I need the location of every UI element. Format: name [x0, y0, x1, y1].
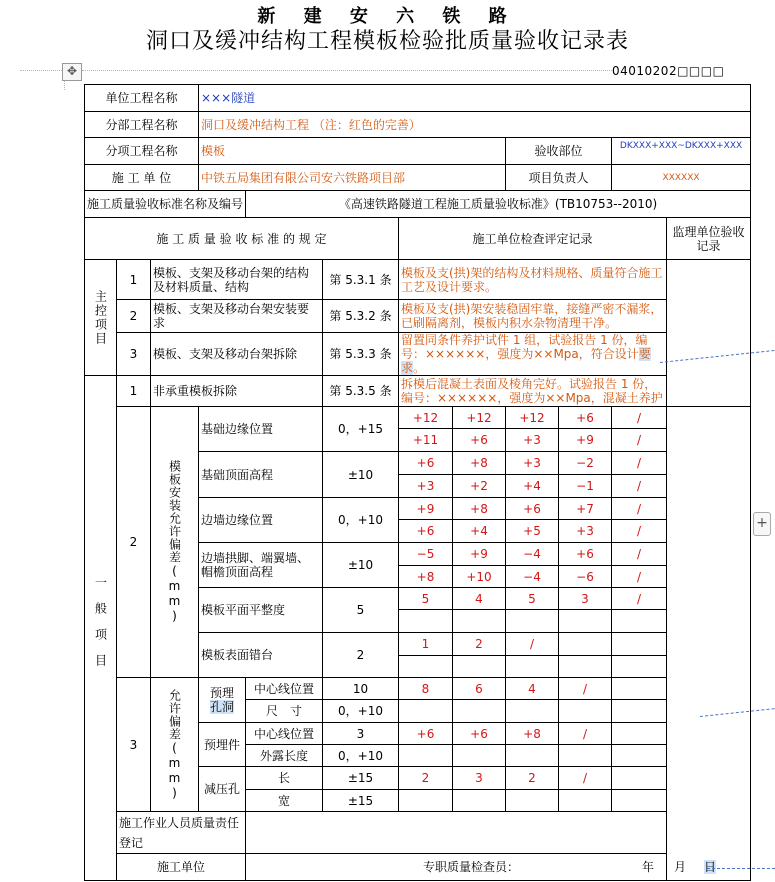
measured-value[interactable]: 6 — [453, 678, 506, 700]
info-row — [85, 191, 751, 218]
measured-value[interactable] — [559, 745, 612, 767]
measured-value[interactable]: +6 — [559, 543, 612, 566]
general-items-label: 一般项目 — [85, 376, 117, 881]
measured-value[interactable] — [506, 745, 559, 767]
inspection-record-table — [84, 84, 751, 881]
measured-value[interactable]: +8 — [506, 723, 559, 745]
measured-value[interactable] — [399, 745, 453, 767]
item-description: 模板、支架及移动台架拆除 — [151, 333, 323, 376]
item-description: 非承重模板拆除 — [151, 376, 323, 407]
tolerance-row — [85, 407, 751, 429]
measured-value[interactable]: 4 — [506, 678, 559, 700]
measured-value[interactable] — [559, 610, 612, 633]
measured-value[interactable] — [612, 656, 667, 678]
acceptance-part-value[interactable]: DKXXX+XXX~DKXXX+XXX — [612, 138, 751, 165]
item-number: 1 — [117, 260, 151, 300]
check-subitem: 外露长度 — [246, 745, 323, 767]
measured-value[interactable]: +11 — [399, 429, 453, 452]
text-selection[interactable]: 要求 — [401, 347, 651, 375]
measured-value[interactable]: / — [612, 520, 667, 543]
measured-value[interactable] — [506, 656, 559, 678]
measured-value[interactable]: / — [612, 588, 667, 610]
measured-value[interactable]: 3 — [453, 767, 506, 790]
check-item-name: 边墙边缘位置 — [199, 498, 323, 543]
tolerance-value: 5 — [323, 588, 399, 633]
sub-project-label: 分部工程名称 — [85, 112, 199, 138]
measured-value[interactable]: +12 — [399, 407, 453, 429]
check-subitem: 尺 寸 — [246, 700, 323, 723]
measured-value[interactable] — [453, 656, 506, 678]
measured-value[interactable] — [559, 633, 612, 656]
measured-value[interactable]: +6 — [559, 407, 612, 429]
measured-value[interactable] — [612, 610, 667, 633]
measured-value[interactable] — [399, 610, 453, 633]
measured-value[interactable]: +8 — [399, 566, 453, 588]
measured-value[interactable] — [399, 656, 453, 678]
item-clause: 第 5.3.5 条 — [323, 376, 399, 407]
tolerance-category: 允许偏差(mm) — [151, 678, 199, 812]
check-item-name: 基础顶面高程 — [199, 452, 323, 498]
measured-value[interactable]: +3 — [559, 520, 612, 543]
form-code: 04010202□□□□ — [612, 64, 725, 78]
measured-value[interactable]: 2 — [506, 767, 559, 790]
measured-value[interactable]: / — [559, 678, 612, 700]
tolerance-value: ±10 — [323, 543, 399, 588]
measured-value[interactable] — [453, 610, 506, 633]
year-label: 年 — [642, 860, 655, 874]
measured-value[interactable]: / — [612, 452, 667, 475]
item-clause: 第 5.3.3 条 — [323, 333, 399, 376]
check-subitem: 中心线位置 — [246, 723, 323, 745]
item-project-label: 分项工程名称 — [85, 138, 199, 165]
measured-value[interactable]: −1 — [559, 475, 612, 498]
measured-value[interactable]: 1 — [399, 633, 453, 656]
item-record[interactable]: 拆模后混凝土表面及棱角完好。试验报告 1 份，编号：××××××，强度为××Mpa，混凝土养护 — [399, 376, 667, 407]
supervision-record-cell[interactable] — [667, 407, 751, 881]
check-subitem: 长 — [246, 767, 323, 790]
measured-value[interactable] — [612, 678, 667, 700]
tolerance-value: ±10 — [323, 452, 399, 498]
main-control-label: 主控项目 — [85, 260, 117, 376]
measured-value[interactable]: +2 — [453, 475, 506, 498]
check-item-name: 模板表面错台 — [199, 633, 323, 678]
group-embedded-hole: 预理 孔洞 — [199, 678, 246, 723]
measured-value[interactable] — [612, 767, 667, 790]
measured-value[interactable]: +6 — [399, 452, 453, 475]
construction-unit-value[interactable]: 中铁五局集团有限公司安六铁路项目部 — [199, 165, 506, 191]
inspector-signature-cell[interactable] — [246, 854, 751, 881]
measured-value[interactable] — [612, 745, 667, 767]
tolerance-value: 0，+10 — [323, 700, 399, 723]
standard-label: 施工质量验收标准名称及编号 — [85, 191, 246, 218]
document-title: 洞口及缓冲结构工程模板检验批质量验收记录表 — [145, 29, 629, 54]
document-supertitle: 新 建 安 六 铁 路 — [257, 6, 518, 27]
measured-value[interactable]: +12 — [453, 407, 506, 429]
project-manager-label: 项目负责人 — [506, 165, 612, 191]
measured-value[interactable]: 8 — [399, 678, 453, 700]
measured-value[interactable]: / — [612, 498, 667, 520]
table-move-handle-icon[interactable]: ✥ — [62, 63, 82, 81]
tolerance-value: ±15 — [323, 790, 399, 812]
measured-value[interactable]: +6 — [453, 429, 506, 452]
measured-value[interactable]: / — [506, 633, 559, 656]
item-clause: 第 5.3.1 条 — [323, 260, 399, 300]
tolerance-category: 模板安装允许偏差(mm) — [151, 407, 199, 678]
check-subitem: 宽 — [246, 790, 323, 812]
item-number: 1 — [117, 376, 151, 407]
inspector-label: 专职质量检查员： — [423, 860, 520, 874]
measured-value[interactable]: 2 — [453, 633, 506, 656]
measured-value[interactable]: +4 — [506, 475, 559, 498]
measured-value[interactable]: +6 — [453, 723, 506, 745]
measured-value[interactable]: / — [559, 767, 612, 790]
comment-connector-line — [707, 868, 775, 869]
sub-project-value[interactable]: 洞口及缓冲结构工程 （注：红色的完善） — [199, 112, 751, 138]
project-manager-value[interactable]: XXXXXX — [612, 165, 751, 191]
unit-project-value[interactable]: ×××隧道 — [199, 85, 751, 112]
main-control-row — [85, 333, 751, 376]
measured-value[interactable] — [559, 790, 612, 812]
info-row — [85, 85, 751, 112]
measured-value[interactable]: 5 — [399, 588, 453, 610]
info-row — [85, 112, 751, 138]
measured-value[interactable] — [559, 656, 612, 678]
tolerance-value: 3 — [323, 723, 399, 745]
unit-project-label: 单位工程名称 — [85, 85, 199, 112]
acceptance-part-label: 验收部位 — [506, 138, 612, 165]
text-selection[interactable]: 孔洞 — [209, 700, 234, 714]
measured-value[interactable] — [612, 723, 667, 745]
tolerance-value: 0，+15 — [323, 407, 399, 452]
measured-value[interactable]: −4 — [506, 543, 559, 566]
measured-value[interactable]: 4 — [453, 588, 506, 610]
measured-value[interactable] — [506, 700, 559, 723]
main-control-row — [85, 260, 751, 300]
measured-value[interactable]: +3 — [506, 452, 559, 475]
measured-value[interactable]: +12 — [506, 407, 559, 429]
measured-value[interactable]: / — [612, 566, 667, 588]
measured-value[interactable] — [506, 790, 559, 812]
item-number: 2 — [117, 300, 151, 333]
measured-value[interactable]: +9 — [559, 429, 612, 452]
footer-row — [85, 854, 751, 881]
measured-value[interactable] — [399, 700, 453, 723]
staff-registration-value[interactable] — [246, 812, 751, 854]
construction-unit-footer-label: 施工单位 — [117, 854, 246, 881]
month-label: 月 — [674, 860, 687, 874]
tolerance-value: 2 — [323, 633, 399, 678]
check-subitem: 中心线位置 — [246, 678, 323, 700]
info-row — [85, 138, 751, 165]
measured-value[interactable]: −2 — [559, 452, 612, 475]
measured-value[interactable] — [453, 790, 506, 812]
item-record[interactable]: 模板及支(拱)架的结构及材料规格、质量符合施工工艺及设计要求。 — [399, 260, 667, 300]
measured-value[interactable]: / — [612, 475, 667, 498]
measured-value[interactable]: +3 — [506, 429, 559, 452]
general-row — [85, 376, 751, 407]
expand-comments-button[interactable]: + — [753, 512, 771, 536]
supervision-record-cell[interactable] — [667, 260, 751, 407]
check-item-name: 基础边缘位置 — [199, 407, 323, 452]
measured-value[interactable] — [453, 745, 506, 767]
spec-column-header: 施 工 质 量 验 收 标 准 的 规 定 — [85, 218, 399, 260]
tolerance-value: 0，+10 — [323, 745, 399, 767]
measured-value[interactable]: 2 — [399, 767, 453, 790]
measured-value[interactable] — [612, 790, 667, 812]
measured-value[interactable]: +4 — [453, 520, 506, 543]
item-description: 模板、支架及移动台架安装要求 — [151, 300, 323, 333]
record-column-header: 施工单位检查评定记录 — [399, 218, 667, 260]
measured-value[interactable]: +6 — [506, 498, 559, 520]
item-number: 3 — [117, 678, 151, 812]
measured-value[interactable] — [612, 700, 667, 723]
measured-value[interactable] — [453, 700, 506, 723]
measured-value[interactable]: +5 — [506, 520, 559, 543]
measured-value[interactable] — [506, 610, 559, 633]
tolerance-value: ±15 — [323, 767, 399, 790]
margin-guide — [82, 70, 612, 71]
measured-value[interactable]: +3 — [399, 475, 453, 498]
measured-value[interactable]: +10 — [453, 566, 506, 588]
measured-value[interactable]: +8 — [453, 452, 506, 475]
item-description: 模板、支架及移动台架的结构及材料质量、结构 — [151, 260, 323, 300]
measured-value[interactable]: +7 — [559, 498, 612, 520]
measured-value[interactable]: / — [612, 429, 667, 452]
measured-value[interactable]: +6 — [399, 520, 453, 543]
construction-unit-label: 施 工 单 位 — [85, 165, 199, 191]
column-header-row — [85, 218, 751, 260]
measured-value[interactable] — [559, 700, 612, 723]
item-clause: 第 5.3.2 条 — [323, 300, 399, 333]
group-relief-hole: 减压孔 — [199, 767, 246, 812]
measured-value[interactable]: +9 — [453, 543, 506, 566]
measured-value[interactable]: 3 — [559, 588, 612, 610]
item-number: 3 — [117, 333, 151, 376]
measured-value[interactable]: +6 — [399, 723, 453, 745]
check-item-name: 边墙拱脚、端翼墙、帽檐顶面高程 — [199, 543, 323, 588]
main-control-row — [85, 300, 751, 333]
tolerance-value: 0，+10 — [323, 498, 399, 543]
measured-value[interactable]: +9 — [399, 498, 453, 520]
margin-guide — [20, 70, 64, 71]
tolerance-row — [85, 678, 751, 700]
check-item-name: 模板平面平整度 — [199, 588, 323, 633]
measured-value[interactable]: +8 — [453, 498, 506, 520]
measured-value[interactable]: / — [612, 543, 667, 566]
item-record[interactable]: 留置同条件养护试件 1 组，试验报告 1 份，编号：××××××，强度为××Mpa，符合设计要求。 — [399, 333, 667, 376]
standard-value[interactable]: 《高速铁路隧道工程施工质量验收标准》(TB10753--2010) — [246, 191, 751, 218]
measured-value[interactable] — [612, 633, 667, 656]
measured-value[interactable]: / — [559, 723, 612, 745]
item-project-value[interactable]: 模板 — [199, 138, 506, 165]
group-embedded-part: 预埋件 — [199, 723, 246, 767]
item-number: 2 — [117, 407, 151, 678]
tolerance-value: 10 — [323, 678, 399, 700]
footer-row — [85, 812, 751, 854]
measured-value[interactable]: 5 — [506, 588, 559, 610]
staff-registration-label: 施工作业人员质量责任登记 — [117, 812, 246, 854]
supervision-column-header: 监理单位验收记录 — [667, 218, 751, 260]
info-row — [85, 165, 751, 191]
measured-value[interactable] — [399, 790, 453, 812]
measured-value[interactable]: −4 — [506, 566, 559, 588]
measured-value[interactable]: −6 — [559, 566, 612, 588]
measured-value[interactable]: / — [612, 407, 667, 429]
measured-value[interactable]: −5 — [399, 543, 453, 566]
day-label: 日 — [704, 860, 717, 874]
item-record[interactable]: 模板及支(拱)架安装稳固牢靠，接缝严密不漏浆，已刷隔离剂，模板内积水杂物清理干净。 — [399, 300, 667, 333]
